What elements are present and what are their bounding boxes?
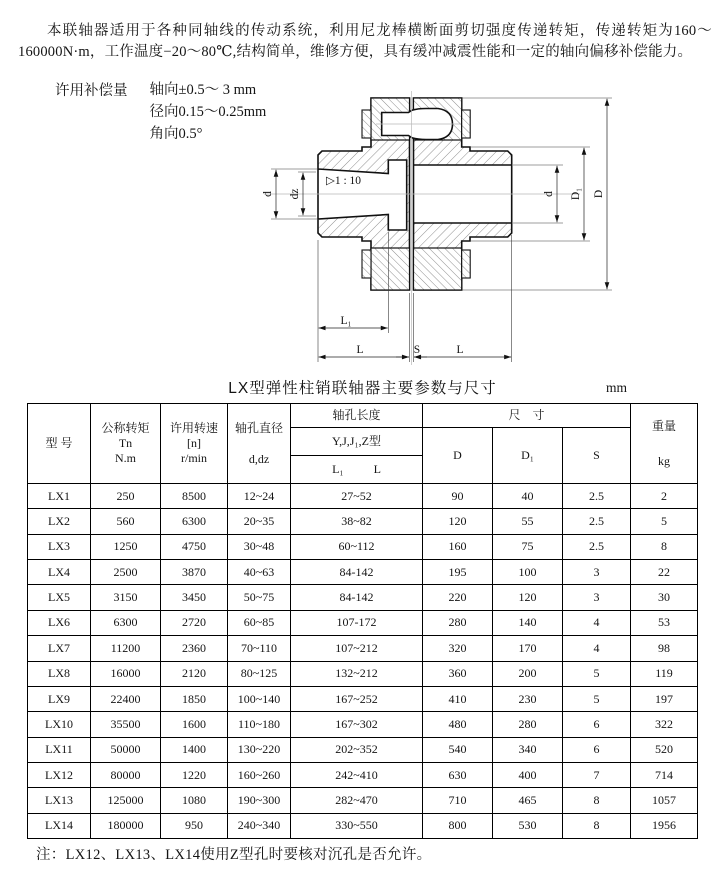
table-cell: 400: [493, 762, 563, 787]
table-cell: 5: [563, 661, 631, 686]
table-cell: 202~352: [291, 737, 423, 762]
table-cell: 180000: [91, 813, 161, 838]
table-cell: 630: [423, 762, 493, 787]
table-cell: 125000: [91, 788, 161, 813]
table-cell: 50000: [91, 737, 161, 762]
table-row: [28, 585, 698, 610]
table-cell: 119: [631, 661, 698, 686]
table-row: [28, 788, 698, 813]
col-header-S: S: [563, 428, 631, 484]
table-cell: 714: [631, 762, 698, 787]
table-cell: 84-142: [291, 560, 423, 585]
compensation-label: 许用补偿量: [55, 83, 128, 99]
compensation-axial: 轴向±0.5～ 3 mm: [149, 82, 257, 98]
right-top-retainer: [462, 110, 471, 138]
table-cell: 38~82: [291, 509, 423, 534]
table-cell: LX8: [28, 661, 91, 686]
table-row: [28, 509, 698, 534]
table-cell: 220: [423, 585, 493, 610]
table-cell: 132~212: [291, 661, 423, 686]
table-cell: 30: [631, 585, 698, 610]
table-cell: 230: [493, 686, 563, 711]
table-cell: 800: [423, 813, 493, 838]
table-cell: LX2: [28, 509, 91, 534]
table-cell: 242~410: [291, 762, 423, 787]
intro-paragraph: 本联轴器适用于各种同轴线的传动系统，利用尼龙棒横断面剪切强度传递转矩，传递转矩为160～160000N·m，工作温度−20～80℃,结构简单，维修方便，具有缓冲减震性能和一定的轴向偏移补偿能力。: [18, 22, 712, 60]
dim-label-dz: dz: [289, 188, 301, 200]
left-bottom-cap: [371, 248, 410, 290]
table-cell: 530: [493, 813, 563, 838]
table-unit: mm: [606, 380, 628, 395]
table-cell: 22400: [91, 686, 161, 711]
table-cell: LX14: [28, 813, 91, 838]
table-header: [28, 404, 698, 484]
table-cell: 100: [493, 560, 563, 585]
table-cell: 80000: [91, 762, 161, 787]
col-header-speed: 许用转速 [n] r/min: [161, 404, 228, 484]
table-cell: 280: [423, 610, 493, 635]
table-cell: 4: [563, 610, 631, 635]
table-row: [28, 686, 698, 711]
table-row: [28, 813, 698, 838]
dim-label-D1: D₁: [570, 187, 582, 201]
table-cell: 3: [563, 560, 631, 585]
table-cell: 16000: [91, 661, 161, 686]
table-cell: 560: [91, 509, 161, 534]
table-cell: 30~48: [228, 534, 291, 559]
col-header-D: D: [423, 428, 493, 484]
table-cell: 27~52: [291, 484, 423, 509]
table-cell: 110~180: [228, 712, 291, 737]
table-cell: 55: [493, 509, 563, 534]
table-body: [28, 484, 698, 839]
table-cell: 3150: [91, 585, 161, 610]
table-cell: 950: [161, 813, 228, 838]
table-cell: 160: [423, 534, 493, 559]
table-cell: 3: [563, 585, 631, 610]
dim-label-L-right: L: [456, 344, 464, 356]
table-cell: 80~125: [228, 661, 291, 686]
table-cell: 140: [493, 610, 563, 635]
table-row: [28, 762, 698, 787]
table-cell: LX13: [28, 788, 91, 813]
table-cell: 4: [563, 636, 631, 661]
table-cell: 100~140: [228, 686, 291, 711]
table-cell: 6: [563, 712, 631, 737]
table-row: [28, 636, 698, 661]
table-cell: 8: [563, 788, 631, 813]
parameters-table-wrap: [27, 403, 698, 839]
table-cell: 120: [423, 509, 493, 534]
table-cell: 480: [423, 712, 493, 737]
table-cell: 1250: [91, 534, 161, 559]
right-bottom-cap: [414, 248, 462, 290]
table-cell: LX12: [28, 762, 91, 787]
table-cell: 167~252: [291, 686, 423, 711]
table-cell: LX10: [28, 712, 91, 737]
col-header-bore-length: 轴孔长度: [291, 404, 423, 428]
table-cell: 6: [563, 737, 631, 762]
table-cell: 3870: [161, 560, 228, 585]
table-cell: 282~470: [291, 788, 423, 813]
table-cell: 160~260: [228, 762, 291, 787]
taper-label: ▷1 : 10: [326, 175, 362, 187]
left-top-retainer: [362, 110, 371, 138]
table-cell: LX7: [28, 636, 91, 661]
col-header-weight: 重量 kg: [631, 404, 698, 484]
col-header-D1: D₁: [493, 428, 563, 484]
table-cell: 120: [493, 585, 563, 610]
dim-label-L1: L₁: [340, 315, 352, 327]
table-cell: 360: [423, 661, 493, 686]
table-cell: 6300: [161, 509, 228, 534]
table-cell: 11200: [91, 636, 161, 661]
dim-label-d-right: d: [543, 191, 555, 197]
table-cell: 2500: [91, 560, 161, 585]
table-cell: 240~340: [228, 813, 291, 838]
table-cell: LX5: [28, 585, 91, 610]
table-cell: 1400: [161, 737, 228, 762]
col-header-torque: 公称转矩 Tn N.m: [91, 404, 161, 484]
table-cell: 520: [631, 737, 698, 762]
right-bottom-retainer: [462, 250, 471, 278]
table-row: [28, 610, 698, 635]
table-row: [28, 484, 698, 509]
table-cell: 40: [493, 484, 563, 509]
table-cell: 60~85: [228, 610, 291, 635]
table-cell: 90: [423, 484, 493, 509]
compensation-block: [55, 79, 266, 145]
table-cell: 107-172: [291, 610, 423, 635]
table-cell: 8: [563, 813, 631, 838]
table-cell: 107~212: [291, 636, 423, 661]
table-cell: 195: [423, 560, 493, 585]
table-cell: 1956: [631, 813, 698, 838]
table-cell: 410: [423, 686, 493, 711]
footnote: 注：LX12、LX13、LX14使用Z型孔时要核对沉孔是否允许。: [36, 847, 432, 863]
left-bottom-retainer: [362, 250, 371, 278]
table-cell: 330~550: [291, 813, 423, 838]
table-cell: LX3: [28, 534, 91, 559]
table-cell: 2.5: [563, 534, 631, 559]
compensation-angular: 角向0.5°: [149, 126, 203, 142]
table-cell: 710: [423, 788, 493, 813]
table-cell: 200: [493, 661, 563, 686]
table-row: [28, 661, 698, 686]
table-cell: 2.5: [563, 509, 631, 534]
table-cell: 1220: [161, 762, 228, 787]
table-cell: 22: [631, 560, 698, 585]
table-cell: 2360: [161, 636, 228, 661]
compensation-radial: 径向0.15～0.25mm: [149, 104, 267, 120]
table-row: [28, 712, 698, 737]
table-cell: 84-142: [291, 585, 423, 610]
table-cell: 50~75: [228, 585, 291, 610]
col-header-model: 型 号: [28, 404, 91, 484]
table-cell: 1057: [631, 788, 698, 813]
table-cell: 4750: [161, 534, 228, 559]
table-cell: 20~35: [228, 509, 291, 534]
table-row: [28, 737, 698, 762]
table-cell: 320: [423, 636, 493, 661]
table-cell: 35500: [91, 712, 161, 737]
col-header-L1-L: L₁ L: [291, 456, 423, 484]
table-cell: 197: [631, 686, 698, 711]
coupling-drawing-svg: [250, 85, 725, 375]
table-cell: LX1: [28, 484, 91, 509]
col-header-size-group: 尺 寸: [423, 404, 631, 428]
table-cell: 340: [493, 737, 563, 762]
table-cell: 1850: [161, 686, 228, 711]
table-cell: 2.5: [563, 484, 631, 509]
dim-label-S: S: [413, 344, 421, 356]
table-cell: LX9: [28, 686, 91, 711]
table-cell: 280: [493, 712, 563, 737]
table-cell: 5: [563, 686, 631, 711]
table-cell: 1600: [161, 712, 228, 737]
table-row: [28, 534, 698, 559]
table-cell: 7: [563, 762, 631, 787]
table-cell: 190~300: [228, 788, 291, 813]
table-cell: LX11: [28, 737, 91, 762]
table-cell: 2120: [161, 661, 228, 686]
dim-label-d-left: d: [262, 191, 274, 197]
table-cell: LX4: [28, 560, 91, 585]
compensation-values: [150, 79, 267, 145]
table-cell: 6300: [91, 610, 161, 635]
table-cell: 130~220: [228, 737, 291, 762]
table-cell: 465: [493, 788, 563, 813]
table-cell: 1080: [161, 788, 228, 813]
dim-label-L-left: L: [356, 344, 364, 356]
table-cell: 70~110: [228, 636, 291, 661]
table-cell: 53: [631, 610, 698, 635]
table-cell: 75: [493, 534, 563, 559]
parameters-table: [27, 403, 698, 839]
table-cell: 322: [631, 712, 698, 737]
coupling-section-drawing: [250, 85, 725, 375]
table-cell: 8500: [161, 484, 228, 509]
table-cell: 540: [423, 737, 493, 762]
col-header-bore-dia: 轴孔直径 d,dz: [228, 404, 291, 484]
table-cell: 12~24: [228, 484, 291, 509]
table-cell: LX6: [28, 610, 91, 635]
table-cell: 250: [91, 484, 161, 509]
col-header-bore-types: Y,J,J₁,Z型: [291, 428, 423, 456]
table-cell: 60~112: [291, 534, 423, 559]
table-cell: 98: [631, 636, 698, 661]
table-cell: 3450: [161, 585, 228, 610]
table-cell: 40~63: [228, 560, 291, 585]
table-row: [28, 560, 698, 585]
dim-label-D: D: [593, 189, 605, 199]
table-title: LX型弹性柱销联轴器主要参数与尺寸: [228, 380, 497, 397]
table-cell: 8: [631, 534, 698, 559]
table-cell: 5: [631, 509, 698, 534]
table-cell: 2720: [161, 610, 228, 635]
table-cell: 167~302: [291, 712, 423, 737]
table-cell: 2: [631, 484, 698, 509]
table-cell: 170: [493, 636, 563, 661]
